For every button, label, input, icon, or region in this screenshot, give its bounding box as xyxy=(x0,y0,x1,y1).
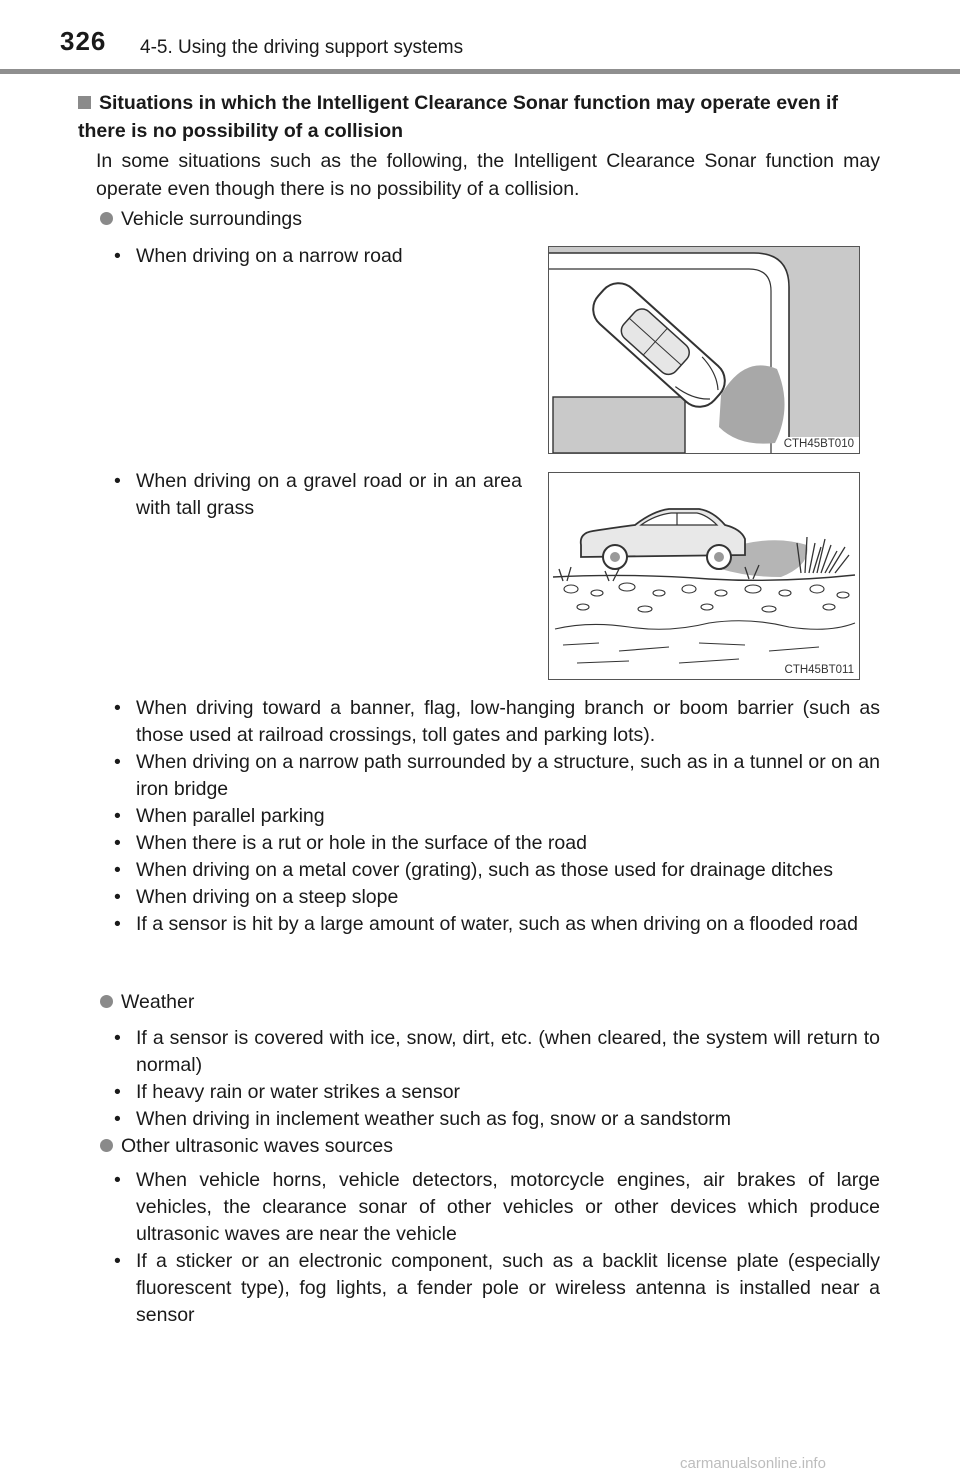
intro-paragraph: In some situations such as the following, the Intelligent Clearance Sonar function may operate even though there is no possibility of a collision. xyxy=(96,150,880,200)
figure-code: CTH45BT011 xyxy=(784,664,854,676)
square-bullet-icon xyxy=(78,96,91,109)
list-item: • When there is a rut or hole in the surface of the road xyxy=(114,830,880,857)
list-item: • When driving on a metal cover (grating), such as those used for drainage ditches xyxy=(114,857,880,884)
category-weather xyxy=(100,988,194,1016)
narrow-road-icon xyxy=(549,247,859,453)
list-item: • When driving in inclement weather such as fog, snow or a sandstorm xyxy=(114,1106,880,1133)
category-title: Other ultrasonic waves sources xyxy=(121,1135,394,1157)
list-item: • When driving on a narrow road xyxy=(114,243,522,270)
ultrasonic-sources-list xyxy=(114,1167,880,1329)
list-item: • If a sensor is hit by a large amount of water, such as when driving on a flooded road xyxy=(114,911,880,938)
list-item-gravel-road xyxy=(114,468,522,522)
list-item: • When driving on a steep slope xyxy=(114,884,880,911)
category-title: Weather xyxy=(121,991,195,1013)
figure-narrow-road xyxy=(548,246,860,454)
list-item: • When driving toward a banner, flag, low-hanging branch or boom barrier (such as those used at railroad crossings, toll gates and parking lots). xyxy=(114,695,880,749)
list-item: • When vehicle horns, vehicle detectors, motorcycle engines, air brakes of large vehicles, the clearance sonar of other vehicles or other devices which produce ultrasonic waves are near the vehicle xyxy=(114,1167,880,1248)
category-title: Vehicle surroundings xyxy=(121,208,303,230)
subheading-text: Situations in which the Intelligent Clearance Sonar function may operate even if there is no possibility of a collision xyxy=(78,92,838,142)
list-item: • When driving on a gravel road or in an area with tall grass xyxy=(114,468,522,522)
page-number: 326 xyxy=(60,26,107,56)
category-vehicle-surroundings xyxy=(100,205,302,233)
subheading xyxy=(78,89,886,145)
category-ultrasonic-sources xyxy=(100,1132,393,1160)
gravel-road-icon xyxy=(549,473,859,679)
footer-watermark: carmanualsonline.info xyxy=(680,1455,826,1472)
figure-code: CTH45BT010 xyxy=(783,438,854,450)
weather-list xyxy=(114,1025,880,1133)
figure-gravel-road xyxy=(548,472,860,680)
circle-bullet-icon xyxy=(100,1139,113,1152)
list-item: • When parallel parking xyxy=(114,803,880,830)
list-item: • If a sticker or an electronic component, such as a backlit license plate (especially fluorescent type), fog lights, a fender pole or wireless antenna is installed near a sensor xyxy=(114,1248,880,1329)
list-item: • When driving on a narrow path surrounded by a structure, such as in a tunnel or on an iron bridge xyxy=(114,749,880,803)
circle-bullet-icon xyxy=(100,212,113,225)
list-item: • If a sensor is covered with ice, snow, dirt, etc. (when cleared, the system will return to normal) xyxy=(114,1025,880,1079)
list-item: • If heavy rain or water strikes a sensor xyxy=(114,1079,880,1106)
vehicle-surroundings-list xyxy=(114,695,880,938)
section-title: 4-5. Using the driving support systems xyxy=(140,37,464,58)
list-item-narrow-road xyxy=(114,243,522,270)
header-rule xyxy=(0,69,960,74)
circle-bullet-icon xyxy=(100,995,113,1008)
